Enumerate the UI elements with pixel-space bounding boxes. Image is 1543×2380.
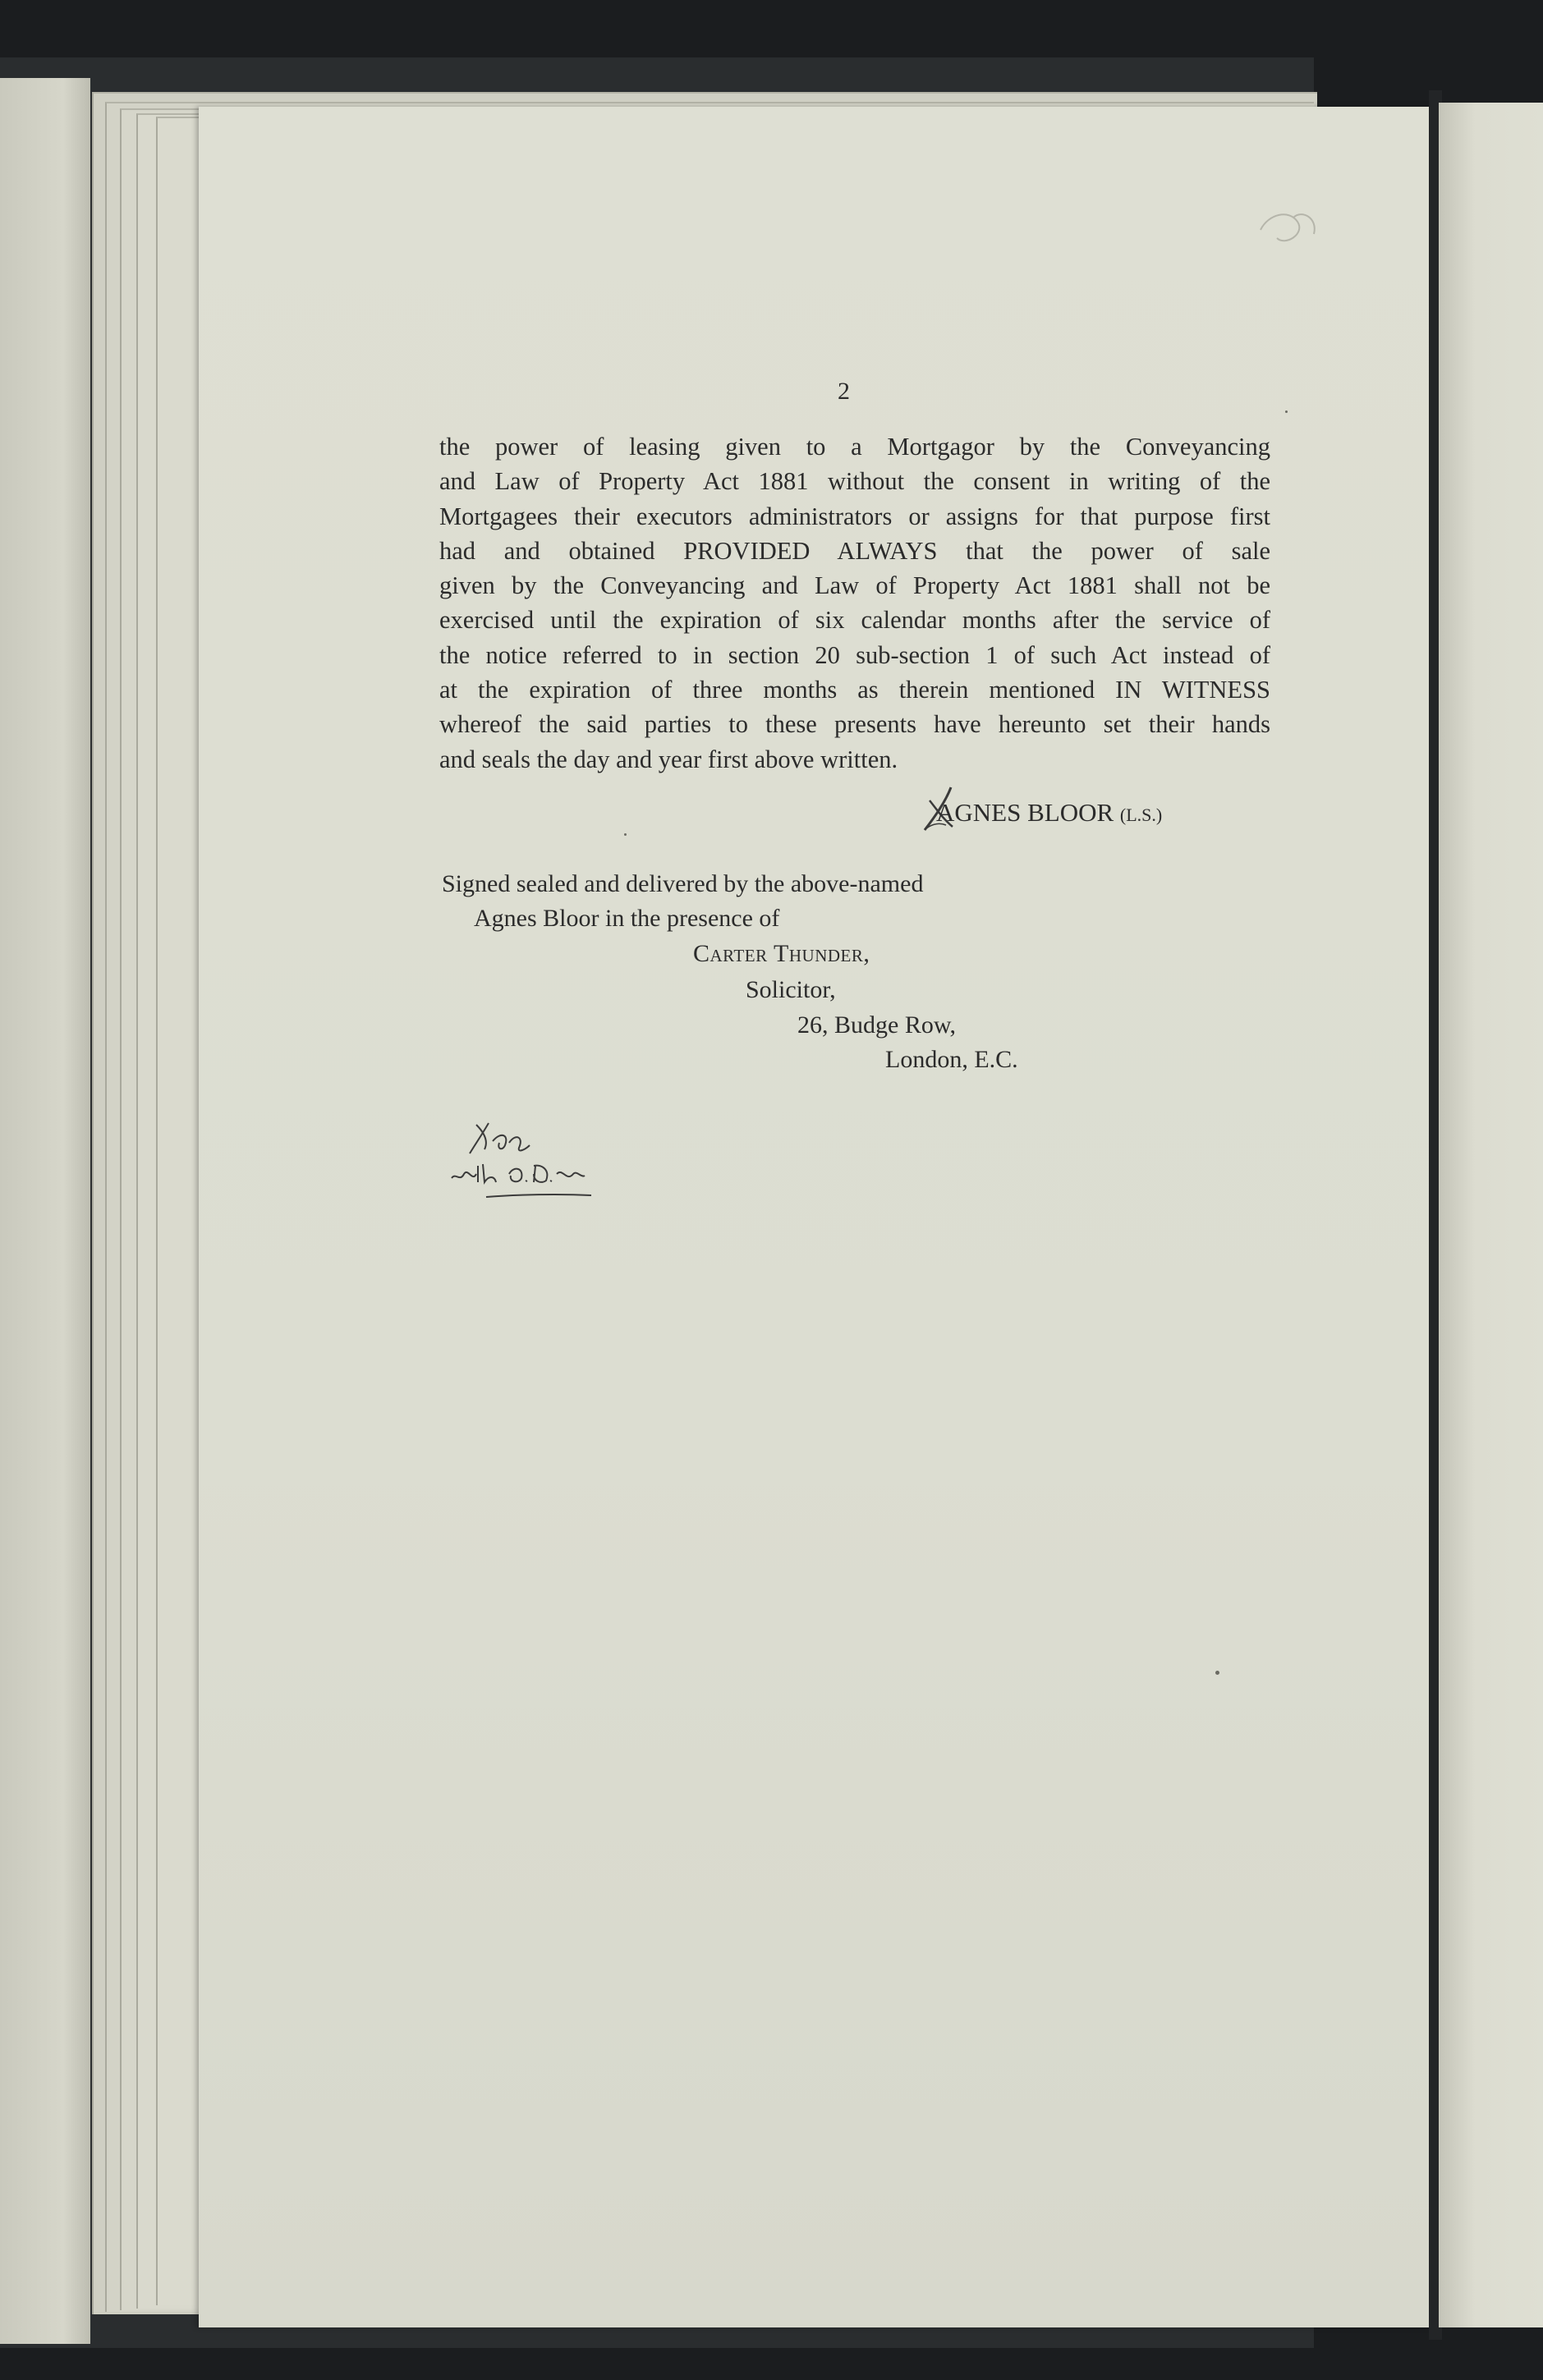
paper-speck: [624, 833, 627, 836]
signatory-line: [936, 798, 1162, 828]
witness-address: 26, Budge Row,: [797, 1011, 957, 1039]
left-page-edge: [0, 78, 90, 2344]
body-line: the power of leasing given to a Mortgagor by the Conveyancing: [439, 433, 1270, 461]
body-line: given by the Conveyancing and Law of Property Act 1881 shall not be: [439, 571, 1270, 600]
body-line: the notice referred to in section 20 sub-section 1 of such Act instead of: [439, 640, 1270, 669]
attestation-line: Signed sealed and delivered by the above-named: [442, 870, 924, 897]
corner-stamp-mark: [1252, 205, 1326, 271]
witness-title: Solicitor,: [746, 976, 836, 1003]
body-line: exercised until the expiration of six calendar months after the service of: [439, 606, 1270, 635]
witness-name: Carter Thunder,: [693, 940, 870, 967]
paper-speck: [1215, 1671, 1219, 1675]
paper-speck: [1285, 410, 1288, 413]
deed-body-text: [439, 429, 1270, 777]
body-line: and Law of Property Act 1881 without the consent in writing of the: [439, 467, 1270, 496]
witness-city: London, E.C.: [885, 1046, 1018, 1073]
body-line: had and obtained PROVIDED ALWAYS that the power of sale: [439, 536, 1270, 565]
seal-mark: (L.S.): [1119, 805, 1163, 825]
body-line: and seals the day and year first above written.: [439, 745, 898, 773]
body-line: Mortgagees their executors administrators or assigns for that purpose first: [439, 502, 1270, 530]
right-page-edge: [1439, 103, 1543, 2327]
signatory-name: AGNES BLOOR: [936, 798, 1114, 827]
page-number: 2: [838, 378, 850, 405]
attestation-line: Agnes Bloor in the presence of: [474, 905, 780, 932]
handwritten-note-mark: [427, 1108, 641, 1215]
body-line: whereof the said parties to these presents have hereunto set their hands: [439, 710, 1270, 739]
body-line: at the expiration of three months as therein mentioned IN WITNESS: [439, 676, 1270, 704]
